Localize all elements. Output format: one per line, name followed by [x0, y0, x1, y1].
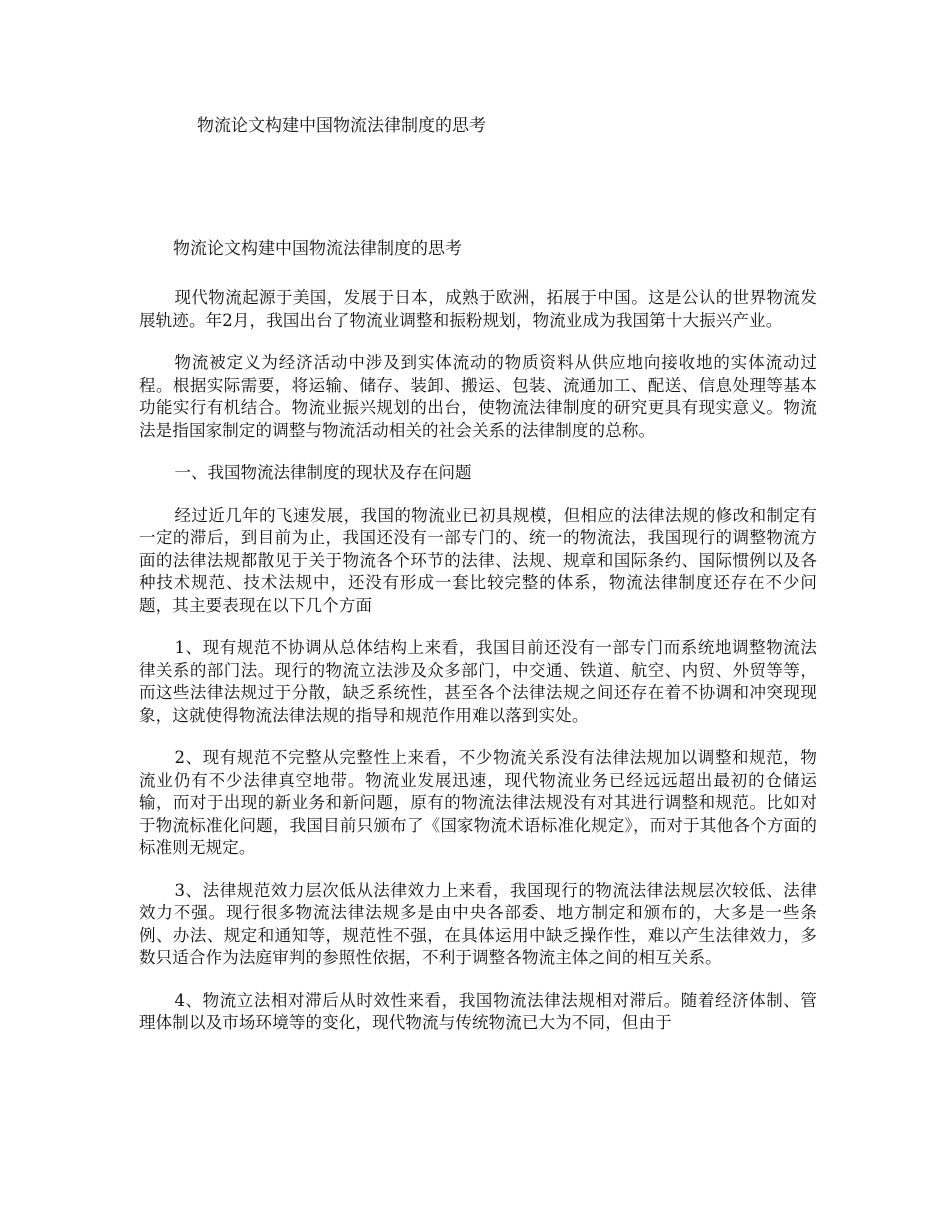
paragraph-intro-2: 物流被定义为经济活动中涉及到实体流动的物质资料从供应地向接收地的实体流动过程。根据实际需要，将运输、储存、装卸、搬运、包装、流通加工、配送、信息处理等基本功能实行有机结合。物流业振兴规划的出台，使物流法律制度的研究更具有现实意义。物流法是指国家制定的调整与物流活动相关的社会关系的法律制度的总称。 [139, 353, 817, 440]
paragraph-point-2: 2、现有规范不完整从完整性上来看，不少物流关系没有法律法规加以调整和规范，物流业仍有不少法律真空地带。物流业发展迅速，现代物流业务已经远远超出最初的仓储运输，而对于出现的新业务和新问题，原有的物流法律法规没有对其进行调整和规范。比如对于物流标准化问题，我国目前只颁布了《国家物流术语标准化规定》，而对于其他各个方面的标准则无规定。 [139, 748, 817, 857]
paragraph-point-4: 4、物流立法相对滞后从时效性来看，我国物流法律法规相对滞后。随着经济体制、管理体制以及市场环境等的变化，现代物流与传统物流已大为不同，但由于 [139, 990, 817, 1032]
document-title: 物流论文构建中国物流法律制度的思考 [197, 116, 486, 136]
article-subtitle: 物流论文构建中国物流法律制度的思考 [173, 239, 462, 259]
paragraph-point-3: 3、法律规范效力层次低从法律效力上来看，我国现行的物流法律法规层次较低、法律效力不强。现行很多物流法律法规多是由中央各部委、地方制定和颁布的，大多是一些条例、办法、规定和通知等，规范性不强，在具体运用中缺乏操作性，难以产生法律效力，多数只适合作为法庭审判的参照性依据，不利于调整各物流主体之间的相互关系。 [139, 880, 817, 967]
section-heading: 一、我国物流法律制度的现状及存在问题 [174, 463, 472, 482]
paragraph-section-overview: 经过近几年的飞速发展，我国的物流业已初具规模，但相应的法律法规的修改和制定有一定的滞后，到目前为止，我国还没有一部专门的、统一的物流法，我国现行的调整物流方面的法律法规都散见于关于物流各个环节的法律、法规、规章和国际条约、国际惯例以及各种技术规范、技术法规中，还没有形成一套比较完整的体系，物流法律制度还存在不少问题，其主要表现在以下几个方面 [139, 505, 817, 615]
paragraph-point-1: 1、现有规范不协调从总体结构上来看，我国目前还没有一部专门而系统地调整物流法律关系的部门法。现行的物流立法涉及众多部门，中交通、铁道、航空、内贸、外贸等等，而这些法律法规过于分散，缺乏系统性，甚至各个法律法规之间还存在着不协调和冲突现现象，这就使得物流法律法规的指导和规范作用难以落到实处。 [139, 638, 817, 725]
paragraph-intro-1: 现代物流起源于美国，发展于日本，成熟于欧洲，拓展于中国。这是公认的世界物流发展轨迹。年2月，我国出台了物流业调整和振粉规划，物流业成为我国第十大振兴产业。 [139, 288, 817, 330]
document-body [139, 237, 817, 1055]
